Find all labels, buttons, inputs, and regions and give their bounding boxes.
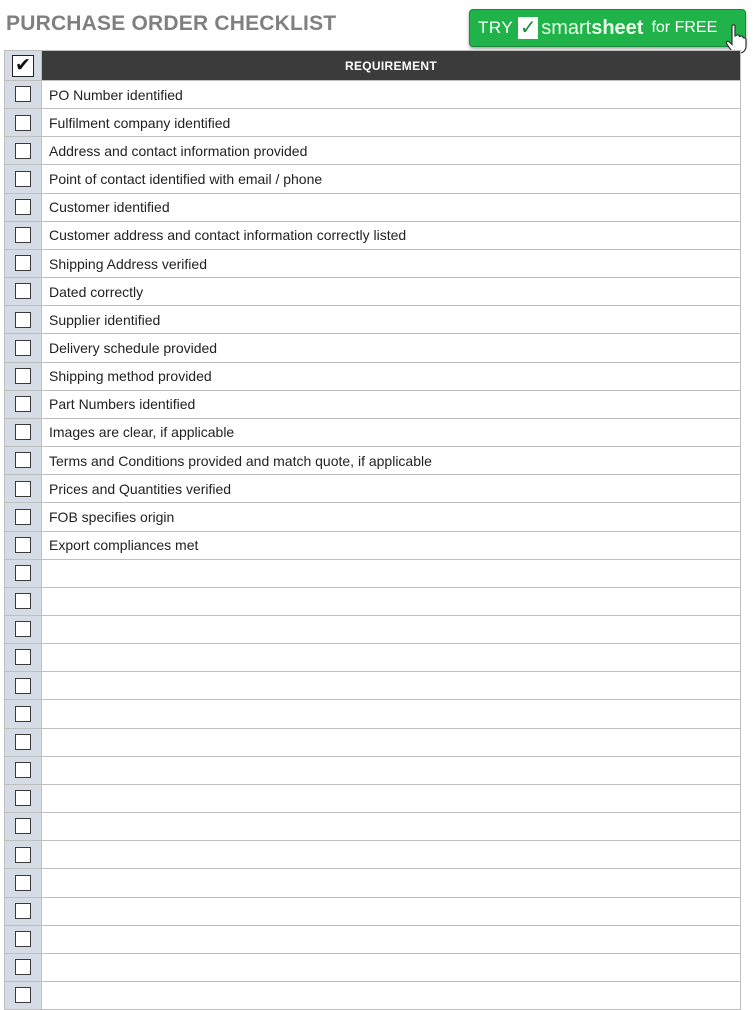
checkbox[interactable] [15, 368, 31, 384]
checkbox-cell [5, 784, 42, 812]
requirement-cell[interactable] [42, 728, 741, 756]
checkbox-cell [5, 587, 42, 615]
requirement-cell[interactable]: Prices and Quantities verified [42, 475, 741, 503]
checklist-row [5, 249, 741, 277]
requirement-header: REQUIREMENT [42, 51, 741, 81]
checkbox[interactable] [15, 340, 31, 356]
checkbox-cell [5, 700, 42, 728]
checkbox[interactable] [15, 847, 31, 863]
requirement-cell[interactable]: Export compliances met [42, 531, 741, 559]
checkbox[interactable] [15, 199, 31, 215]
checkbox-cell [5, 672, 42, 700]
checklist-row [5, 447, 741, 475]
checkbox-cell [5, 418, 42, 446]
checkbox-cell [5, 447, 42, 475]
requirement-cell[interactable] [42, 982, 741, 1010]
checkbox-cell [5, 953, 42, 981]
checklist-row [5, 615, 741, 643]
requirement-cell[interactable]: Address and contact information provided [42, 137, 741, 165]
checklist-row [5, 362, 741, 390]
checkbox-cell [5, 193, 42, 221]
checklist-row [5, 137, 741, 165]
checkbox-cell [5, 756, 42, 784]
requirement-cell[interactable]: Shipping method provided [42, 362, 741, 390]
checklist-row [5, 306, 741, 334]
checkbox[interactable] [15, 959, 31, 975]
checklist-row [5, 784, 741, 812]
checkbox[interactable] [15, 283, 31, 299]
checklist-row [5, 390, 741, 418]
header-check-cell [5, 51, 42, 81]
checklist-row [5, 982, 741, 1010]
checkbox[interactable] [15, 706, 31, 722]
checkbox[interactable] [15, 649, 31, 665]
checkbox[interactable] [15, 565, 31, 581]
banner-brand-sheet: sheet [591, 16, 644, 39]
checkbox[interactable] [15, 171, 31, 187]
checkbox[interactable] [15, 424, 31, 440]
checklist-row [5, 897, 741, 925]
header-checkmark-icon: ✔ [12, 55, 34, 77]
checklist-row [5, 559, 741, 587]
requirement-cell[interactable]: Customer address and contact information correctly listed [42, 221, 741, 249]
requirement-cell[interactable]: Terms and Conditions provided and match quote, if applicable [42, 447, 741, 475]
checkbox-cell [5, 615, 42, 643]
requirement-cell[interactable]: Images are clear, if applicable [42, 418, 741, 446]
checklist-row [5, 193, 741, 221]
requirement-cell[interactable] [42, 700, 741, 728]
checkbox[interactable] [15, 678, 31, 694]
checkbox-cell [5, 869, 42, 897]
requirement-cell[interactable] [42, 784, 741, 812]
checklist-row [5, 503, 741, 531]
checkbox[interactable] [15, 227, 31, 243]
checklist-row [5, 728, 741, 756]
checkbox[interactable] [15, 452, 31, 468]
requirement-cell[interactable]: Point of contact identified with email / phone [42, 165, 741, 193]
banner-brand [541, 17, 643, 40]
checkbox[interactable] [15, 593, 31, 609]
banner-try-label: TRY [478, 18, 514, 37]
checkbox-cell [5, 109, 42, 137]
checkbox[interactable] [15, 875, 31, 891]
smartsheet-check-icon: ✓ [519, 17, 537, 39]
requirement-cell[interactable]: Delivery schedule provided [42, 334, 741, 362]
checkbox[interactable] [15, 115, 31, 131]
checkbox[interactable] [15, 481, 31, 497]
checkbox-cell [5, 813, 42, 841]
checkbox[interactable] [15, 396, 31, 412]
checkbox-cell [5, 475, 42, 503]
checkbox-cell [5, 559, 42, 587]
checklist-row [5, 278, 741, 306]
checkbox-cell [5, 925, 42, 953]
checklist-row [5, 953, 741, 981]
checkbox-cell [5, 165, 42, 193]
checkbox-cell [5, 306, 42, 334]
checkbox[interactable] [15, 621, 31, 637]
checklist-row [5, 334, 741, 362]
checkbox[interactable] [15, 734, 31, 750]
checklist-row [5, 756, 741, 784]
checkbox[interactable] [15, 931, 31, 947]
checklist-row [5, 644, 741, 672]
requirement-cell[interactable] [42, 897, 741, 925]
requirement-cell[interactable]: Fulfilment company identified [42, 109, 741, 137]
checkbox-cell [5, 644, 42, 672]
checkbox-cell [5, 841, 42, 869]
requirement-cell[interactable] [42, 587, 741, 615]
requirement-cell[interactable] [42, 615, 741, 643]
checkbox[interactable] [15, 255, 31, 271]
requirement-cell[interactable] [42, 925, 741, 953]
checkbox-cell [5, 334, 42, 362]
checkbox-cell [5, 390, 42, 418]
checkbox-cell [5, 137, 42, 165]
checkbox-cell [5, 982, 42, 1010]
table-header-row [5, 51, 741, 81]
requirement-cell[interactable]: FOB specifies origin [42, 503, 741, 531]
checkbox[interactable] [15, 903, 31, 919]
checklist-row [5, 700, 741, 728]
banner-brand-smart: smart [541, 16, 592, 39]
requirement-cell[interactable] [42, 559, 741, 587]
checklist-row [5, 869, 741, 897]
checklist-row [5, 81, 741, 109]
requirement-cell[interactable] [42, 756, 741, 784]
checkbox-cell [5, 728, 42, 756]
checkbox[interactable] [15, 537, 31, 553]
checklist-row [5, 475, 741, 503]
checklist-table [4, 50, 741, 1010]
requirement-cell[interactable] [42, 672, 741, 700]
checklist-row [5, 531, 741, 559]
checkbox[interactable] [15, 790, 31, 806]
checklist-row [5, 418, 741, 446]
checkbox[interactable] [15, 143, 31, 159]
checkbox[interactable] [15, 762, 31, 778]
requirement-cell[interactable]: Customer identified [42, 193, 741, 221]
checkbox-cell [5, 221, 42, 249]
checkbox-cell [5, 897, 42, 925]
try-smartsheet-banner[interactable] [469, 9, 746, 47]
checklist-row [5, 165, 741, 193]
requirement-cell[interactable] [42, 841, 741, 869]
requirement-cell[interactable]: Dated correctly [42, 278, 741, 306]
checkbox-cell [5, 249, 42, 277]
requirement-cell[interactable] [42, 869, 741, 897]
requirement-cell[interactable]: Supplier identified [42, 306, 741, 334]
checkbox[interactable] [15, 86, 31, 102]
banner-free-label: for FREE [651, 19, 718, 36]
checkbox-cell [5, 531, 42, 559]
requirement-cell[interactable]: PO Number identified [42, 81, 741, 109]
checkbox-cell [5, 81, 42, 109]
checklist-row [5, 813, 741, 841]
requirement-cell[interactable] [42, 953, 741, 981]
checkbox-cell [5, 503, 42, 531]
checkbox-cell [5, 362, 42, 390]
checklist-row [5, 925, 741, 953]
requirement-cell[interactable] [42, 813, 741, 841]
checklist-row [5, 109, 741, 137]
checklist-row [5, 672, 741, 700]
checkbox[interactable] [15, 312, 31, 328]
checklist-row [5, 587, 741, 615]
requirement-cell[interactable] [42, 644, 741, 672]
checkbox[interactable] [15, 987, 31, 1003]
checkbox-cell [5, 278, 42, 306]
checklist-row [5, 221, 741, 249]
checkbox[interactable] [15, 818, 31, 834]
requirement-cell[interactable]: Shipping Address verified [42, 249, 741, 277]
requirement-cell[interactable]: Part Numbers identified [42, 390, 741, 418]
checklist-row [5, 841, 741, 869]
checkbox[interactable] [15, 509, 31, 525]
page-title: PURCHASE ORDER CHECKLIST [6, 12, 337, 35]
